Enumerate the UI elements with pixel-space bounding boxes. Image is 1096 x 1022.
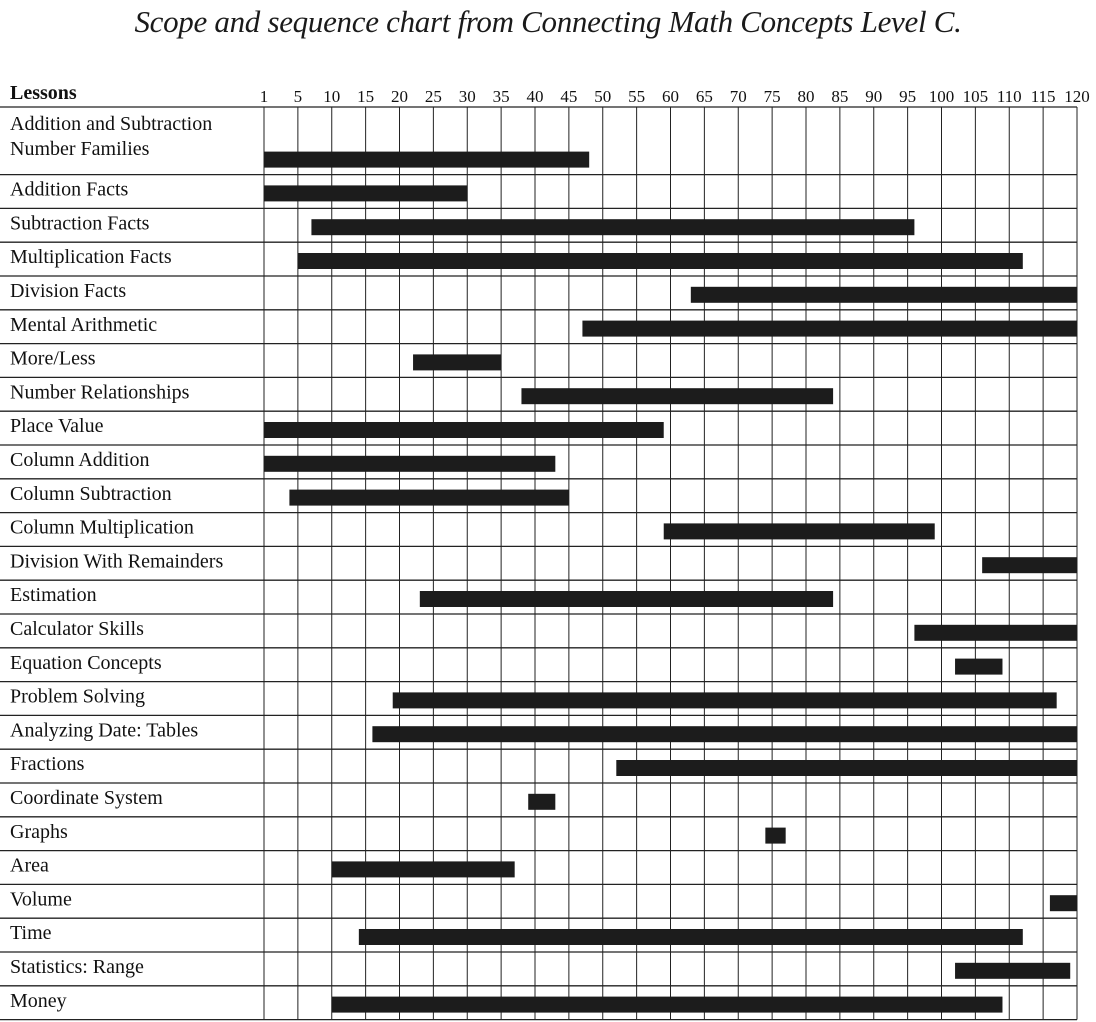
tick-label: 55 — [628, 87, 646, 106]
row-label: Volume — [10, 888, 72, 911]
tick-label: 10 — [323, 87, 341, 106]
row-label: Subtraction Facts — [10, 212, 150, 235]
bar — [359, 929, 1023, 945]
tick-label: 25 — [424, 87, 442, 106]
tick-label: 50 — [594, 87, 612, 106]
tick-label: 95 — [899, 87, 917, 106]
tick-label: 45 — [560, 87, 578, 106]
axis-label: Lessons — [10, 82, 77, 104]
tick-label: 15 — [357, 87, 375, 106]
tick-label: 80 — [797, 87, 815, 106]
bar — [914, 625, 1077, 641]
bar — [264, 185, 467, 201]
bar — [298, 253, 1023, 269]
row-label: Multiplication Facts — [10, 246, 172, 269]
bar — [264, 456, 555, 472]
bar — [521, 388, 833, 404]
row-label: Statistics: Range — [10, 956, 144, 978]
row-label: Division Facts — [10, 280, 127, 302]
row-label: Place Value — [10, 415, 104, 438]
row-label: Equation Concepts — [10, 651, 162, 674]
row-label: Column Subtraction — [10, 482, 172, 505]
row-label: More/Less — [10, 347, 96, 370]
row-label: Mental Arithmetic — [10, 313, 158, 336]
bar — [393, 692, 1057, 708]
tick-label: 5 — [293, 87, 303, 106]
bar — [413, 354, 501, 370]
bar — [264, 422, 664, 438]
tick-label: 75 — [763, 87, 781, 106]
tick-label: 120 — [1064, 87, 1090, 106]
bar — [616, 760, 1077, 776]
bar — [765, 828, 785, 844]
tick-label: 20 — [391, 87, 408, 106]
bar — [982, 557, 1077, 573]
row-label: Area — [10, 854, 49, 877]
row-label: Column Multiplication — [10, 516, 194, 539]
row-label: Money — [10, 989, 67, 1012]
row-label: Fractions — [10, 753, 85, 776]
row-label: Number Families — [10, 138, 150, 160]
tick-label: 90 — [865, 87, 883, 106]
row-label: Column Addition — [10, 449, 150, 471]
bar — [528, 794, 555, 810]
tick-label: 1 — [259, 87, 269, 106]
bar — [582, 321, 1077, 337]
row-label: Time — [10, 922, 52, 945]
bar — [311, 219, 914, 235]
row-label: Problem Solving — [10, 685, 146, 708]
chart-title: Scope and sequence chart from Connecting Math Concepts Level C. — [134, 4, 962, 39]
row-label: Estimation — [10, 584, 97, 607]
tick-label: 115 — [1030, 87, 1056, 106]
bar — [1050, 895, 1077, 911]
bar — [332, 861, 515, 877]
tick-label: 100 — [928, 87, 955, 106]
bar — [691, 287, 1077, 303]
row-label: Addition and Subtraction — [10, 113, 213, 135]
bar — [332, 997, 1003, 1013]
tick-label: 70 — [729, 87, 747, 106]
bar — [955, 963, 1070, 979]
row-label: Addition Facts — [10, 178, 129, 201]
bar — [264, 152, 589, 168]
bar — [372, 726, 1077, 742]
tick-label: 35 — [492, 87, 510, 106]
tick-label: 30 — [458, 87, 476, 106]
bar — [420, 591, 833, 607]
row-label: Graphs — [10, 820, 68, 843]
tick-label: 85 — [831, 87, 849, 106]
tick-label: 40 — [526, 87, 544, 106]
row-label: Division With Remainders — [10, 550, 224, 573]
bar — [664, 523, 935, 539]
row-label: Calculator Skills — [10, 618, 144, 640]
tick-label: 65 — [695, 87, 713, 106]
tick-label: 105 — [962, 87, 989, 106]
row-label: Coordinate System — [10, 787, 163, 809]
tick-label: 60 — [662, 87, 679, 106]
tick-label: 110 — [996, 87, 1022, 106]
bar — [289, 490, 568, 506]
row-label: Number Relationships — [10, 381, 190, 404]
row-label: Analyzing Date: Tables — [10, 719, 199, 742]
bar — [955, 659, 1002, 675]
